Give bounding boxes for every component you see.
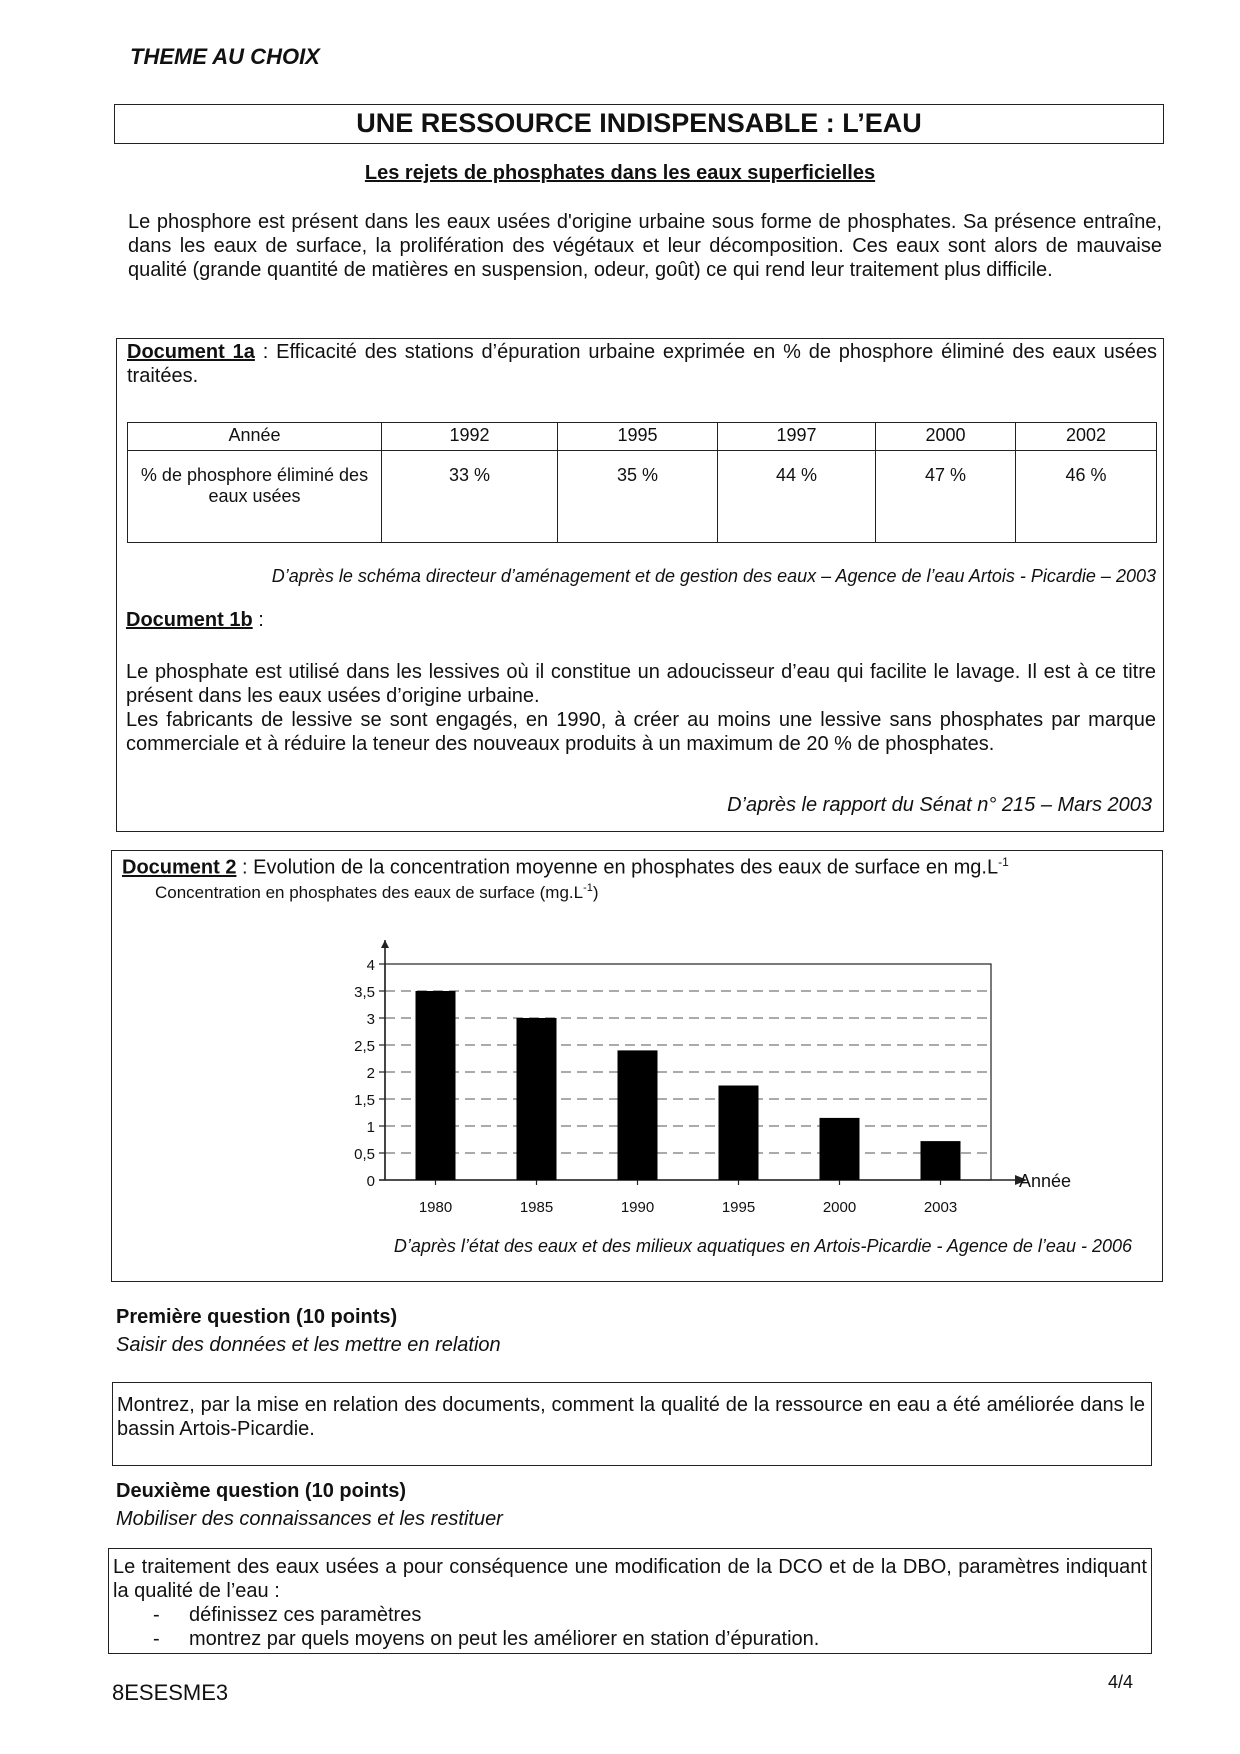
- page-title-box: [114, 104, 1164, 144]
- document-1b-text: :: [252, 609, 264, 631]
- chart-bar: [517, 1018, 557, 1180]
- chart-x-tick-label: 1985: [519, 1199, 554, 1216]
- chart-x-tick-label: 2003: [923, 1199, 958, 1216]
- section-subtitle-text: Les rejets de phosphates dans les eaux superficielles: [364, 162, 876, 184]
- phosphorus-table: [127, 422, 1157, 543]
- chart-y-tick-label: 2: [366, 1065, 375, 1082]
- chart-x-tick-label: 2000: [822, 1199, 857, 1216]
- document-1a-text: : Efficacité des stations d’épuration urbaine exprimée en % de phosphore éliminé des eaux usées traitées.: [127, 341, 1157, 387]
- table-value-cell: 46 %: [1016, 451, 1157, 543]
- document-1a-source: D’après le schéma directeur d’aménagement et de gestion des eaux – Agence de l’eau Artois - Picardie – 2003: [271, 566, 1156, 586]
- page-number: 4/4: [1108, 1672, 1134, 1692]
- chart-x-axis-label: Année: [1019, 1171, 1072, 1191]
- table-year-cell: 2002: [1016, 423, 1157, 451]
- chart-x-ticks: [419, 1199, 957, 1216]
- chart-y-axis-label-main: Concentration en phosphates des eaux de surface (mg.L: [155, 883, 584, 902]
- intro-paragraph: Le phosphore est présent dans les eaux usées d'origine urbaine sous forme de phosphates. Sa présence entraîne, dans les eaux de surface, la prolifération des végétaux et leur décomposition. Ces eaux sont alors de mauvaise qualité (grande quantité de matières en suspension, odeur, goût) ce qui rend leur traitement plus difficile.: [128, 211, 1162, 281]
- chart-x-tick-label: 1995: [721, 1199, 756, 1216]
- page-title: UNE RESSOURCE INDISPENSABLE : L’EAU: [356, 108, 922, 138]
- question-2-list: [113, 1603, 1143, 1651]
- chart-x-tick-label: 1980: [418, 1199, 453, 1216]
- question-1-box: [112, 1382, 1152, 1466]
- chart-y-tick-label: 3,5: [354, 984, 375, 1001]
- question-1-subtitle: Saisir des données et les mettre en relation: [116, 1334, 501, 1356]
- chart-bar: [921, 1141, 961, 1180]
- table-year-cell: 1992: [382, 423, 558, 451]
- chart-y-tick-label: 3: [366, 1011, 375, 1028]
- chart-y-axis-label-close: ): [592, 883, 599, 902]
- chart-bars: [416, 991, 961, 1180]
- chart-bar: [719, 1086, 759, 1181]
- table-row-label: % de phosphore éliminé des eaux usées: [128, 451, 382, 543]
- chart-y-tick-label: 0,5: [354, 1146, 375, 1163]
- question-2-text: Le traitement des eaux usées a pour conséquence une modification de la DCO et de la DBO, paramètres indiquant la qualité de l’eau :: [113, 1556, 1147, 1602]
- document-1b-paragraph-2: Les fabricants de lessive se sont engagés, en 1990, à créer au moins une lessive sans phosphates par marque commerciale et à réduire la teneur des nouveaux produits à un maximum de 20 % de phosphates.: [126, 709, 1156, 755]
- document-2-text-sup: -1: [998, 855, 1009, 869]
- chart-grid: [385, 964, 991, 1180]
- chart-y-tick-label: 4: [366, 957, 375, 974]
- chart-x-tick-label: 1990: [620, 1199, 655, 1216]
- table-value-row: [128, 451, 1157, 543]
- chart-y-tick-label: 0: [366, 1173, 375, 1190]
- chart-bar: [618, 1050, 658, 1180]
- chart-bar: [820, 1118, 860, 1180]
- chart-y-tick-label: 1: [366, 1119, 375, 1136]
- table-value-cell: 44 %: [718, 451, 876, 543]
- exam-code: 8ESESME3: [112, 1680, 229, 1705]
- document-1a-heading: [127, 340, 1157, 388]
- document-2-label: Document 2: [122, 856, 237, 879]
- document-2-source: D’après l’état des eaux et des milieux aquatiques en Artois-Picardie - Agence de l’eau - 2006: [393, 1236, 1132, 1256]
- document-1b-source: D’après le rapport du Sénat n° 215 – Mars 2003: [727, 794, 1152, 816]
- document-1a-label: Document 1a: [127, 341, 255, 363]
- table-value-cell: 35 %: [558, 451, 718, 543]
- document-2-text: : Evolution de la concentration moyenne en phosphates des eaux de surface en mg.L: [236, 856, 999, 879]
- list-item: - définissez ces paramètres: [113, 1603, 1143, 1627]
- question-1-text: Montrez, par la mise en relation des documents, comment la qualité de la ressource en eau a été améliorée dans le bassin Artois-Picardie.: [117, 1394, 1145, 1440]
- question-2-box: [108, 1548, 1152, 1654]
- question-2-subtitle: Mobiliser des connaissances et les restituer: [116, 1508, 503, 1530]
- table-value-cell: 47 %: [876, 451, 1016, 543]
- chart-y-axis-label: [155, 882, 599, 902]
- table-year-cell: 2000: [876, 423, 1016, 451]
- table-year-cell: 1997: [718, 423, 876, 451]
- chart-y-tick-label: 1,5: [354, 1092, 375, 1109]
- theme-label: THEME AU CHOIX: [130, 44, 320, 69]
- chart-y-tick-label: 2,5: [354, 1038, 375, 1055]
- question-1-title: Première question (10 points): [116, 1306, 398, 1328]
- table-value-cell: 33 %: [382, 451, 558, 543]
- table-year-cell: 1995: [558, 423, 718, 451]
- table-header-label: Année: [128, 423, 382, 451]
- list-item: - montrez par quels moyens on peut les améliorer en station d’épuration.: [113, 1627, 1143, 1651]
- table-header-row: [128, 423, 1157, 451]
- document-1b-heading: [126, 608, 264, 632]
- phosphate-chart: [111, 872, 1163, 1232]
- question-2-title: Deuxième question (10 points): [116, 1480, 407, 1502]
- chart-y-ticks: [354, 957, 375, 1190]
- chart-y-axis-label-sup: -1: [583, 882, 593, 894]
- chart-y-axis-arrow: [381, 940, 389, 948]
- chart-bar: [416, 991, 456, 1180]
- section-subtitle: [0, 162, 1240, 185]
- document-1b-paragraph-1: Le phosphate est utilisé dans les lessives où il constitue un adoucisseur d’eau qui facilite le lavage. Il est à ce titre présent dans les eaux usées d’origine urbaine.: [126, 661, 1156, 707]
- document-1b-label: Document 1b: [126, 609, 253, 631]
